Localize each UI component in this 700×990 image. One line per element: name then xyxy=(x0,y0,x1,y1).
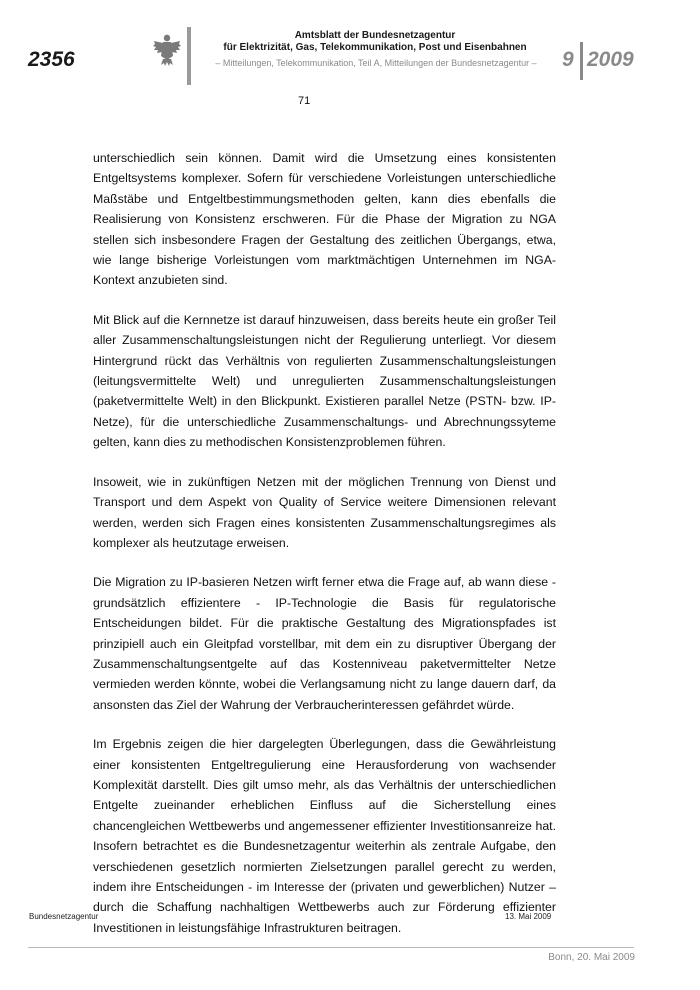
issue-number: 9 xyxy=(562,48,574,71)
page-number: 2356 xyxy=(28,48,75,71)
footer-date: 13. Mai 2009 xyxy=(505,912,552,921)
body-text xyxy=(93,148,556,957)
paragraph: Insoweit, wie in zukünftigen Netzen mit der möglichen Trennung von Dienst und Transport und dem Aspekt von Quality of Service weitere Dimensionen relevant werden, werden sich Fragen eines konsistenten Zusammenschaltungsregimes als komplexer als heutzutage erweisen. xyxy=(93,474,556,550)
publication-title: Amtsblatt der Bundesnetzagentur xyxy=(294,30,456,41)
original-page-number: 71 xyxy=(298,95,311,107)
paragraph: Im Ergebnis zeigen die hier dargelegten Überlegungen, dass die Gewährleistung einer konsistenten Entgeltregulierung eine Herausforderung von wachsender Komplexität darstellt. Dies gilt umso mehr, als das Verhältnis der unterschiedlichen Entgelte zueinander erheblichen Einfluss auf die Sicherstellung eines chancengleichen Wettbewerbs und angemessener effizienter Investitionsanreize hat. Insofern betrachtet es die Bundesnetzagentur weiterhin als zentrale Aufgabe, den verschiedenen gesetzlich normierten Zielsetzungen parallel gerecht zu werden, indem ihre Entscheidungen - im Interesse der (privaten und gewerblichen) Nutzer – durch die Schaffung nachhaltigen Wettbewerbs auch zur Förderung effizienter Investitionen in leistungsfähige Infrastrukturen beitragen. xyxy=(93,737,556,935)
footer-agency: Bundesnetzagentur xyxy=(29,912,99,921)
paragraph: unterschiedlich sein können. Damit wird die Umsetzung eines konsistenten Entgeltsystems komplexer. Sofern für verschiedene Vorleistungen unterschiedliche Maßstäbe und Entgeltbestimmungsmethoden gelten, kann dies ebenfalls die Realisierung von Konsistenz erschweren. Für die Phase der Migration zu NGA stellen sich insbesondere Fragen der Gestaltung des zeitlichen Übergangs, etwa, wie lange bisherige Vorleistungen vom marktmächtigen Unternehmen im NGA-Kontext anzubieten sind. xyxy=(93,151,556,288)
section-title: – Mitteilungen, Telekommunikation, Teil A, Mitteilungen der Bundesnetzagentur – xyxy=(215,58,537,68)
issue-year: 2009 xyxy=(587,48,634,71)
footer-divider xyxy=(28,947,634,948)
federal-eagle-icon xyxy=(152,32,182,68)
issue-divider xyxy=(580,42,583,80)
place-date: Bonn, 20. Mai 2009 xyxy=(548,952,635,963)
header-divider xyxy=(187,27,191,85)
paragraph: Die Migration zu IP-basieren Netzen wirft ferner etwa die Frage auf, ab wann diese - grundsätzlich effizientere - IP-Technologie die Basis für regulatorische Entscheidungen bildet. Für die praktische Gestaltung des Migrationspfades ist prinzipiell auch ein Gleitpfad vorstellbar, mit dem ein zu disruptiver Übergang der Zusammenschaltungsentgelte auf das Kostenniveau paketvermittelter Netze vermieden werden könnte, wobei die Verlangsamung nicht zu lange dauern darf, da ansonsten das Ziel der Wahrung der Verbraucherinteressen gefährdet würde. xyxy=(93,575,556,712)
paragraph: Mit Blick auf die Kernnetze ist darauf hinzuweisen, dass bereits heute ein großer Teil aller Zusammenschaltungsleistungen nicht der Regulierung unterliegt. Vor diesem Hintergrund rückt das Verhältnis von regulierten Zusammenschaltungsleistungen (leitungsvermittelte Welt) und unregulierten Zusammenschaltungsleistungen (paketvermittelte Welt) in den Blickpunkt. Existieren parallel Netze (PSTN- bzw. IP-Netze), für die unterschiedliche Zusammenschaltungs- und Abrechnungssyteme gelten, kann dies zu methodischen Konsistenzproblemen führen. xyxy=(93,312,556,450)
publication-subtitle: für Elektrizität, Gas, Telekommunikation, Post und Eisenbahnen xyxy=(223,42,527,53)
